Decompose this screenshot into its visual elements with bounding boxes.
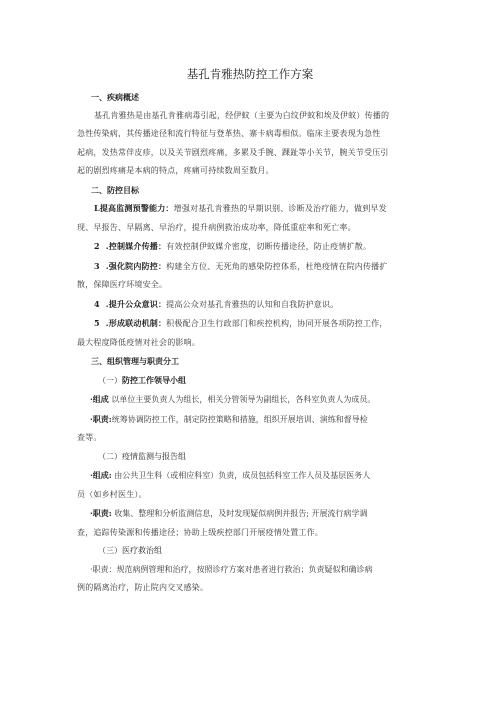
overview-line-4: 起的剧烈疼痛是本病的特点，疼痛可持续数周至数月。 [77, 166, 274, 175]
overview-line-1: 基孔肯雅热是由基孔肯雅病毒引起，经伊蚊（主要为白纹伊蚊和埃及伊蚊）传播的 [94, 110, 390, 120]
leadership-composition-label: ·组成 [90, 394, 109, 404]
leadership-composition-text: 以单位主要负责人为组长，相关分管领导为副组长，各科室负责人为成员。 [111, 395, 376, 404]
goal-4-label: .提升公众意识： [105, 298, 167, 309]
goal-5-line-1 [77, 314, 432, 334]
leadership-composition [77, 390, 432, 410]
goal-2-text: 有效控制伊蚊媒介密度，切断传播途径，防止疫情扩散。 [166, 242, 372, 251]
goal-1-line-1 [77, 199, 432, 219]
goal-5-number: 5 [94, 318, 100, 328]
leadership-duties-line-1 [77, 410, 432, 430]
leadership-duties-text: 统筹协调防控工作，制定防控策略和措施，组织开展培训、演练和督导检 [111, 414, 368, 424]
goal-3-line-2: 散，保障医疗环境安全。 [77, 280, 168, 289]
overview-line-2: 急性传染病，其传播途径和流行特征与登革热、寨卡病毒相似。临床主要表现为急性 [77, 129, 381, 138]
document-title: 基孔肯雅热防控工作方案 [186, 67, 314, 81]
goal-4-number: 4 [94, 298, 100, 309]
surveillance-duties-line-2: 查，追踪传染源和传播途径；协助上级疾控部门开展疫情处置工作。 [77, 527, 323, 537]
goal-5-text: 积极配合卫生行政部门和疾控机构，协同开展各项防控工作， [166, 319, 388, 328]
treatment-duties-line-1: ·职责：规范病例管理和治疗，按照诊疗方案对患者进行救治；负责疑似和确诊病 [90, 564, 373, 574]
surveillance-duties-text: 收集、整理和分析监测信息，及时发现疑似病例并报告; 开展流行病学调 [114, 509, 368, 518]
goal-2 [77, 237, 432, 257]
section-heading-goals: 二、防控目标 [91, 184, 139, 195]
goal-1-text: 增强对基孔肯雅热的早期识别、诊断及治疗能力，做到早发 [173, 204, 387, 213]
leadership-duties-line-2: 查等。 [77, 433, 102, 442]
treatment-duties-line-2: 例的隔离治疗，防止院内交叉感染。 [77, 583, 209, 592]
section-heading-overview: 一、疾病概述 [91, 92, 139, 102]
overview-line-3: 起病，发热常伴皮疹，以及关节剧烈疼痛，多累及手腕、踝趾等小关节，腕关节受压引 [77, 147, 389, 157]
goal-3-number: 3 [94, 260, 100, 271]
goal-1-label: L提高监测预警能力： [94, 203, 174, 213]
surveillance-composition-text: 由公共卫生科（或相应科室）负责，成员包括科室工作人员及基层医务人 [114, 471, 371, 480]
goal-4-text: 提高公众对基孔肯雅热的认知和自我防护意识。 [166, 299, 339, 309]
goal-5-label: .形成联动机制： [105, 318, 167, 328]
surveillance-duties-label: ·职责: [90, 508, 112, 518]
section-heading-organization: 三、组织管理与职责分工 [91, 356, 179, 366]
subsection-heading-surveillance: （二）疫情监测与报告组 [98, 451, 186, 461]
surveillance-duties-line-1 [77, 504, 432, 524]
goal-2-number: 2 [94, 241, 100, 251]
subsection-1-paren: （一） [98, 375, 122, 385]
surveillance-composition-line-1 [77, 466, 432, 486]
surveillance-composition-label: ·组成: [90, 470, 112, 480]
subsection-1-title: 防控工作领导小组 [122, 374, 186, 385]
surveillance-composition-line-2: 员（如乡村医生）。 [77, 489, 147, 499]
goal-5-line-2: 最大程度降低疫情对社会的影响。 [77, 337, 200, 347]
leadership-duties-label: ·职责: [90, 413, 112, 424]
goal-1-line-2: 现、早报告、早隔离、早治疗，提升病例救治成功率，降低重症率和死亡率。 [77, 222, 356, 232]
subsection-heading-treatment: （三）医疗救治组 [98, 546, 162, 555]
goal-3-text: 构建全方位、无死角的感染防控体系，杜绝疫情在院内传播扩 [166, 261, 388, 271]
goal-3-line-1 [77, 257, 432, 277]
subsection-heading-leadership [77, 371, 432, 391]
document-body [77, 88, 432, 598]
goal-4 [77, 295, 432, 315]
goal-3-label: .强化院内防控： [105, 260, 167, 271]
goal-2-label: .控制媒介传播： [105, 241, 167, 251]
